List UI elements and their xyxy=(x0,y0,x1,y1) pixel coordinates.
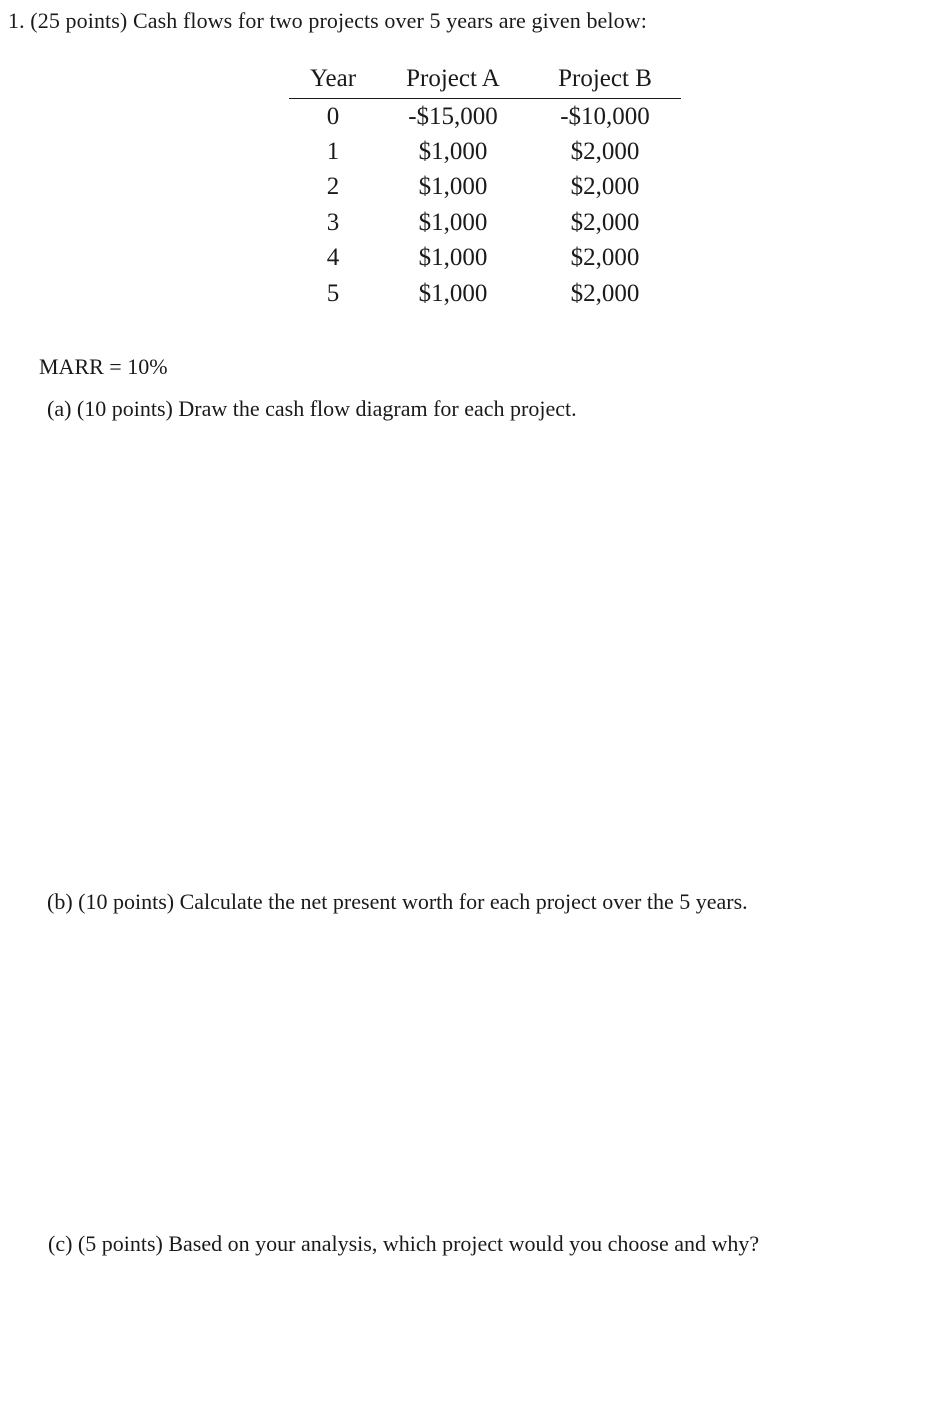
cell-project-a: $1,000 xyxy=(418,279,488,307)
cell-project-a: -$15,000 xyxy=(408,102,498,130)
cell-year: 2 xyxy=(326,173,340,201)
cell-project-b: -$10,000 xyxy=(560,102,650,130)
cell-project-a: $1,000 xyxy=(418,173,488,201)
table-row xyxy=(289,241,681,276)
cell-year: 5 xyxy=(326,279,340,307)
part-a-question: (a) (10 points) Draw the cash flow diagram for each project. xyxy=(47,396,577,421)
cell-project-a: $1,000 xyxy=(418,208,488,236)
table-row xyxy=(289,134,681,169)
cell-project-a: $1,000 xyxy=(418,138,488,166)
cell-project-b: $2,000 xyxy=(570,173,640,201)
cell-project-b: $2,000 xyxy=(570,138,640,166)
cell-project-b: $2,000 xyxy=(570,208,640,236)
table-row xyxy=(289,99,681,135)
table-row xyxy=(289,170,681,205)
cell-project-b: $2,000 xyxy=(570,279,640,307)
problem-title: 1. (25 points) Cash flows for two projects over 5 years are given below: xyxy=(8,8,647,33)
cell-year: 0 xyxy=(326,102,340,130)
header-year: Year xyxy=(289,60,377,99)
table-row xyxy=(289,276,681,311)
part-c-question: (c) (5 points) Based on your analysis, which project would you choose and why? xyxy=(48,1231,760,1256)
cell-project-b: $2,000 xyxy=(570,244,640,272)
cash-flow-table xyxy=(289,60,681,311)
marr-statement: MARR = 10% xyxy=(39,354,168,379)
cell-year: 4 xyxy=(326,244,340,272)
header-project-b: Project B xyxy=(529,60,681,99)
table-row xyxy=(289,205,681,240)
part-b-question: (b) (10 points) Calculate the net present worth for each project over the 5 years. xyxy=(47,889,748,914)
cell-project-a: $1,000 xyxy=(418,244,488,272)
table-header-row xyxy=(289,60,681,99)
header-project-a: Project A xyxy=(377,60,529,99)
cell-year: 3 xyxy=(326,208,340,236)
cell-year: 1 xyxy=(326,138,340,166)
